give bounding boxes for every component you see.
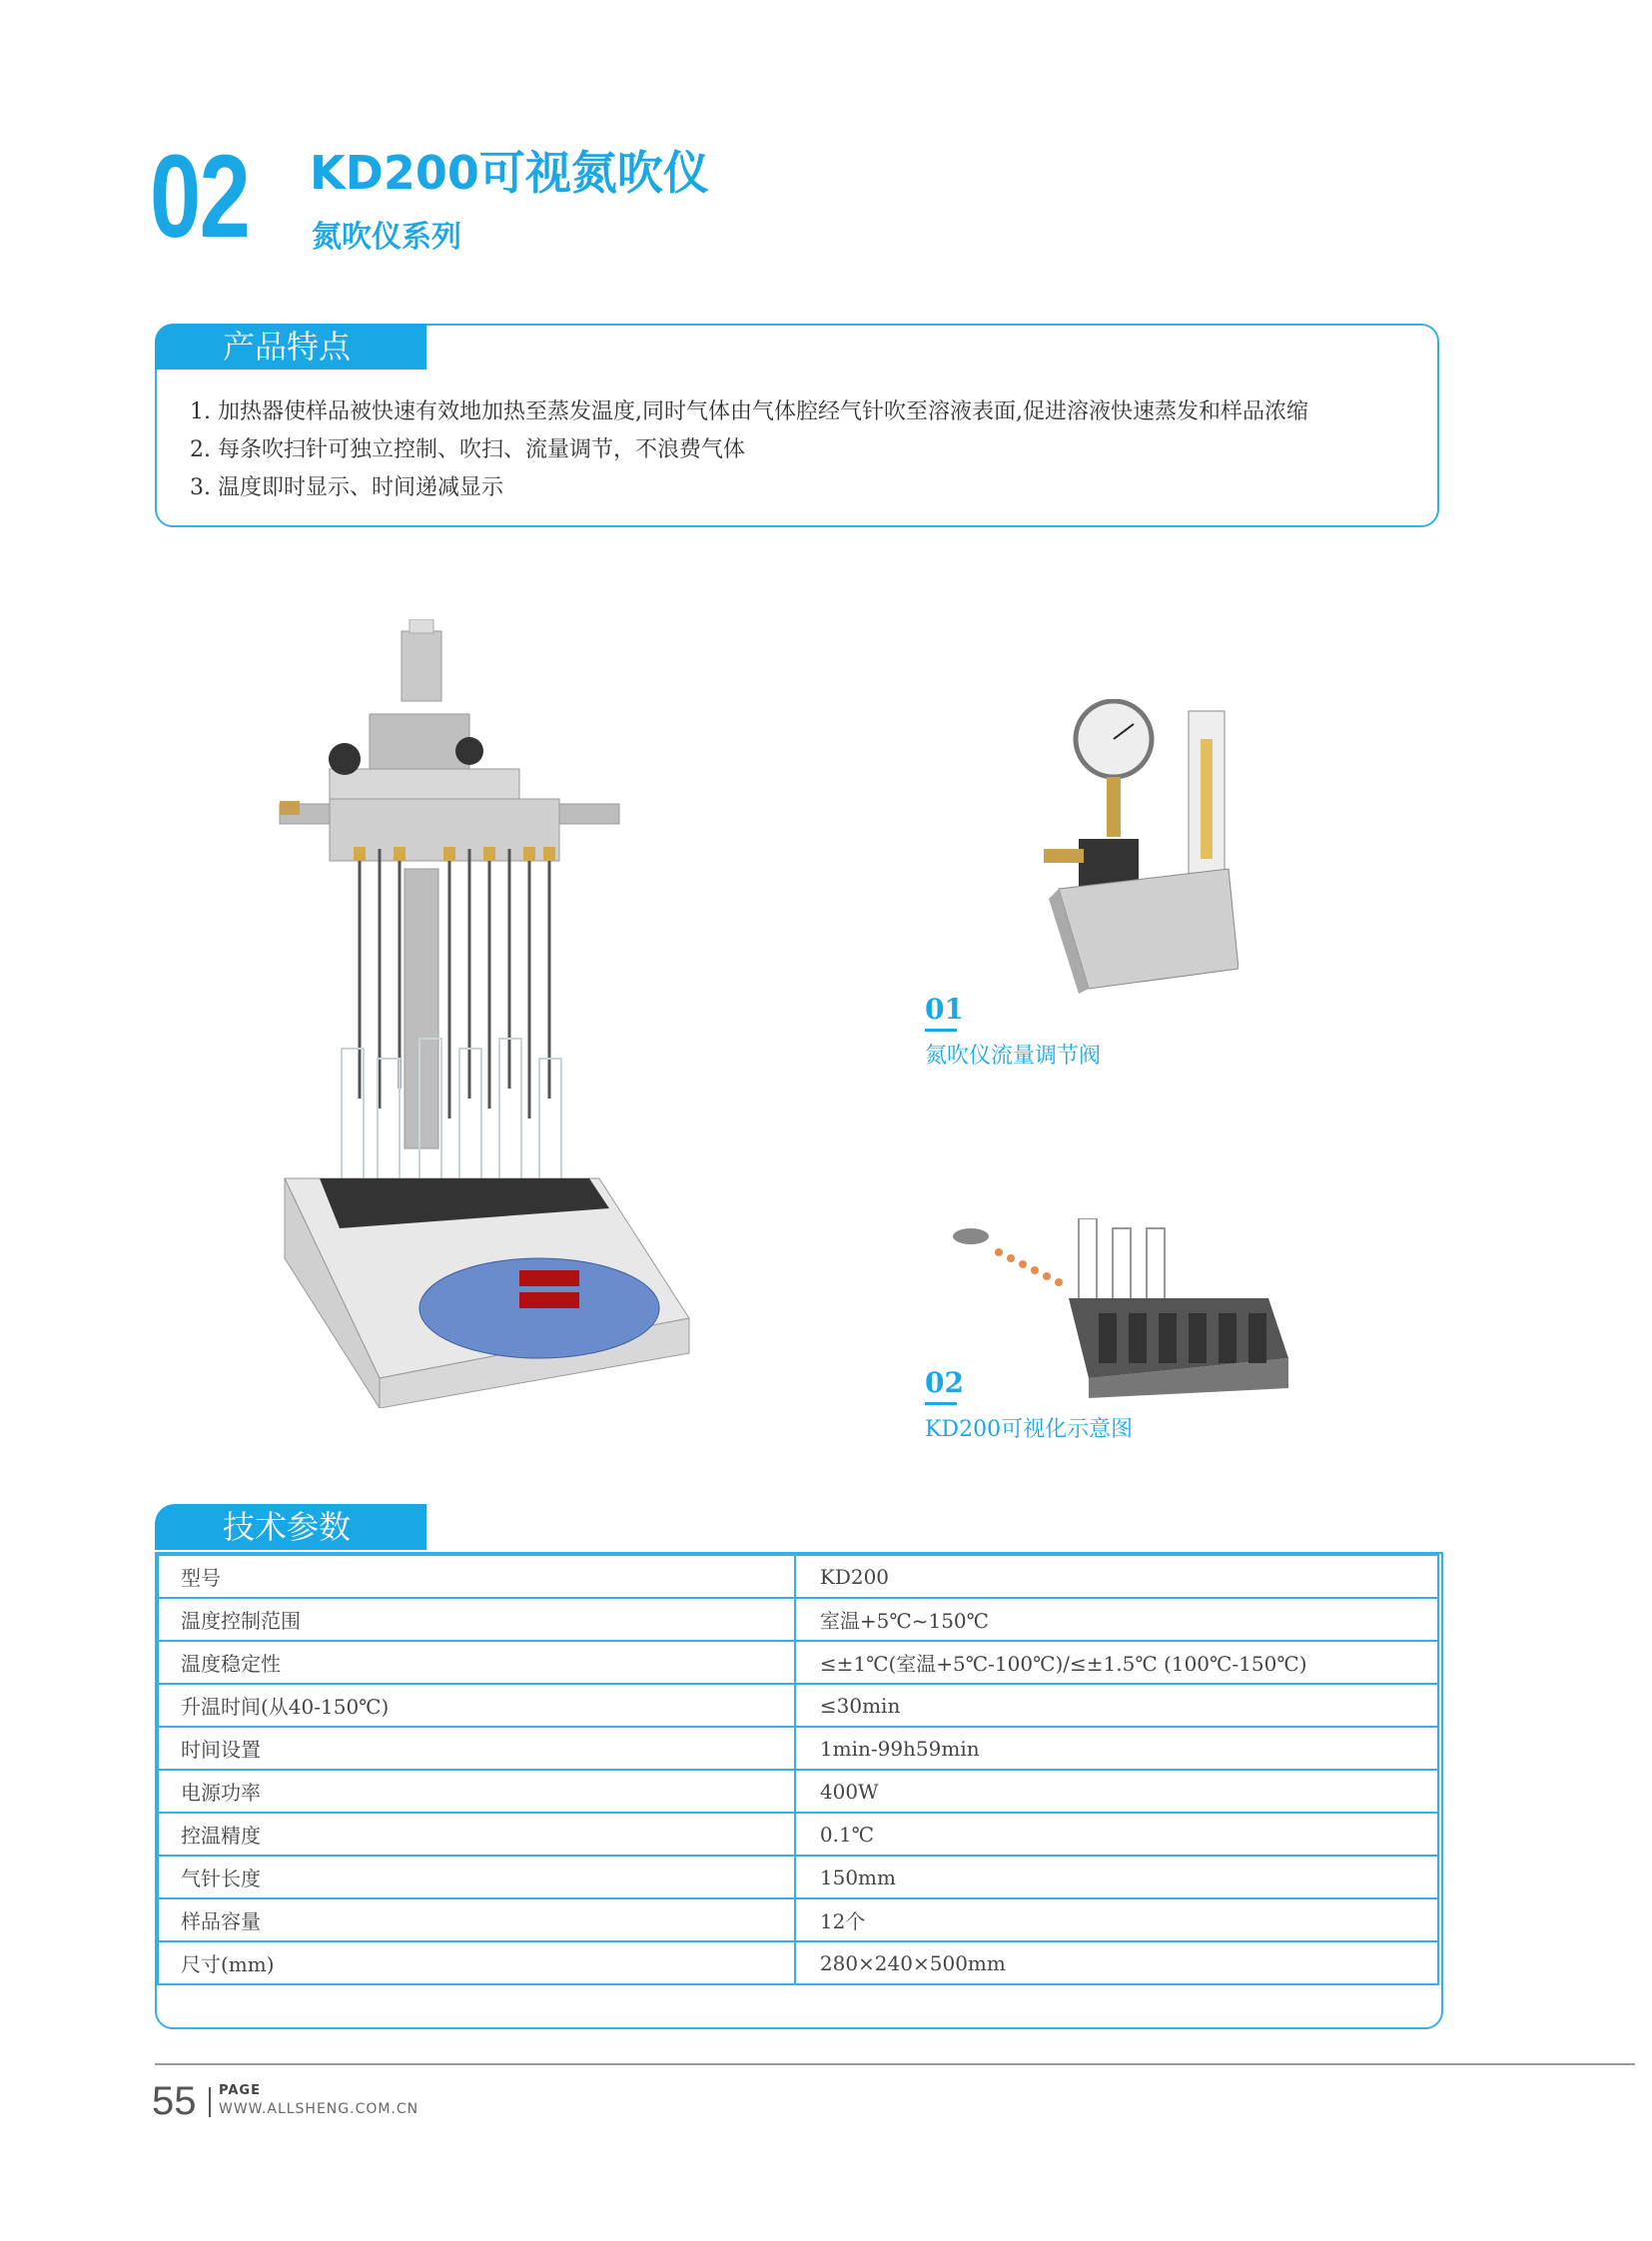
- spec-value: 150mm: [795, 1856, 1438, 1898]
- spec-value: KD200: [795, 1555, 1438, 1598]
- spec-value: 400W: [795, 1770, 1438, 1813]
- table-row: [158, 1813, 1438, 1856]
- spec-label: 电源功率: [158, 1770, 795, 1813]
- page-subtitle: 氮吹仪系列: [312, 220, 461, 255]
- flow-valve-image: [1039, 699, 1239, 999]
- specs-table: [157, 1554, 1439, 1985]
- table-row: [158, 1684, 1438, 1727]
- spec-label: 温度稳定性: [158, 1641, 795, 1684]
- features-heading: 产品特点: [155, 324, 426, 370]
- spec-label: 样品容量: [158, 1898, 795, 1941]
- spec-label: 气针长度: [158, 1856, 795, 1898]
- spec-value: 0.1℃: [795, 1813, 1438, 1856]
- feature-item: 3. 温度即时显示、时间递减显示: [190, 475, 503, 500]
- spec-value: ≤±1℃(室温+5℃-100℃)/≤±1.5℃ (100℃-150℃): [795, 1641, 1438, 1684]
- figure-underline: [925, 1029, 957, 1032]
- spec-value: 1min-99h59min: [795, 1727, 1438, 1770]
- table-row: [158, 1641, 1438, 1684]
- figure-caption: KD200可视化示意图: [925, 1417, 1134, 1442]
- spec-label: 控温精度: [158, 1813, 795, 1856]
- table-row: [158, 1727, 1438, 1770]
- product-main-image: [270, 619, 699, 1408]
- figure-underline: [925, 1402, 957, 1405]
- spec-value: 室温+5℃~150℃: [795, 1598, 1438, 1641]
- spec-value: ≤30min: [795, 1684, 1438, 1727]
- page-number: 55: [152, 2079, 197, 2123]
- features-list: [190, 393, 1308, 507]
- table-row: [158, 1770, 1438, 1813]
- spec-value: 12个: [795, 1898, 1438, 1941]
- figure-number: 01: [925, 993, 964, 1026]
- table-row: [158, 1898, 1438, 1941]
- section-number: 02: [150, 131, 250, 263]
- feature-item: 2. 每条吹扫针可独立控制、吹扫、流量调节，不浪费气体: [190, 437, 745, 462]
- table-row: [158, 1555, 1438, 1598]
- specs-heading: 技术参数: [155, 1504, 426, 1550]
- figure-caption: 氮吹仪流量调节阀: [925, 1044, 1102, 1069]
- footer-url[interactable]: WWW.ALLSHENG.COM.CN: [219, 2101, 419, 2117]
- spec-label: 尺寸(mm): [158, 1941, 795, 1984]
- spec-value: 280×240×500mm: [795, 1941, 1438, 1984]
- table-row: [158, 1941, 1438, 1984]
- spec-label: 温度控制范围: [158, 1598, 795, 1641]
- spec-label: 时间设置: [158, 1727, 795, 1770]
- figure-number: 02: [925, 1366, 964, 1399]
- table-row: [158, 1598, 1438, 1641]
- footer-divider: [155, 2063, 1635, 2065]
- table-row: [158, 1856, 1438, 1898]
- page-label: PAGE: [219, 2083, 261, 2098]
- feature-item: 1. 加热器使样品被快速有效地加热至蒸发温度,同时气体由气体腔经气针吹至溶液表面,促进溶液快速蒸发和样品浓缩: [190, 399, 1308, 424]
- spec-label: 型号: [158, 1555, 795, 1598]
- visualization-image: [949, 1218, 1288, 1398]
- page-number-divider: [209, 2087, 211, 2117]
- page-title: KD200可视氮吹仪: [310, 146, 709, 200]
- spec-label: 升温时间(从40-150℃): [158, 1684, 795, 1727]
